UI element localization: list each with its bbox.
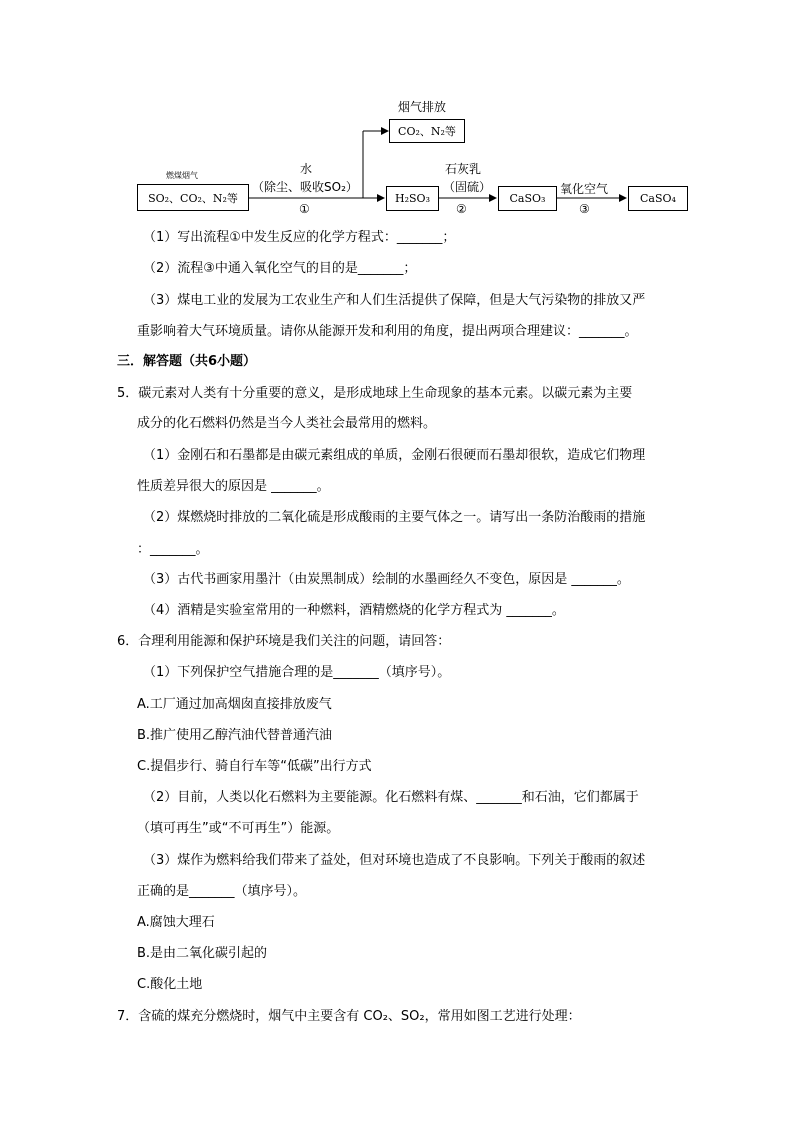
caso3-box: CaSO₃ [498,186,557,211]
step1-label: ① [299,202,310,216]
q5-line-3: （1）金刚石和石墨都是由碳元素组成的单质，金刚石很硬而石墨却很软，造成它们物理 [143,448,646,463]
q5-line-8: （4）酒精是实验室常用的一种燃料，酒精燃烧的化学方程式为 _______。 [143,603,565,618]
q4-line-1: （1）写出流程①中发生反应的化学方程式：_______； [143,230,456,245]
lime-note: （固硫） [443,180,492,194]
q6-line-8: （3）煤作为燃料给我们带来了益处，但对环境也造成了不良影响。下列关于酸雨的叙述 [143,853,646,868]
q4-line-2: （2）流程③中通入氧化空气的目的是_______； [143,261,417,276]
q5-line-2: 成分的化石燃料仍然是当今人类社会最常用的燃料。 [137,416,437,431]
q6-option-a: A.工厂通过加高烟囱直接排放废气 [137,697,332,712]
q6-line-1: 6．合理利用能源和保护环境是我们关注的问题，请回答： [117,634,451,649]
lime-label: 石灰乳 [445,162,482,176]
h2so3-box: H₂SO₃ [386,186,439,211]
step2-label: ② [456,202,467,216]
q7-line-1: 7．含硫的煤充分燃烧时，烟气中主要含有 CO₂、SO₂，常用如图工艺进行处理： [117,1009,581,1024]
water-note: （除尘、吸收SO₂） [252,180,358,194]
q5-line-1: 5．碳元素对人类有十分重要的意义，是形成地球上生命现象的基本元素。以碳元素为主要 [117,386,633,401]
q6-line-2: （1）下列保护空气措施合理的是_______（填序号）。 [143,665,451,680]
q5-line-4: 性质差异很大的原因是 _______。 [137,479,330,494]
coal-label: 燃煤烟气 [166,171,198,180]
q4-line-3: （3）煤电工业的发展为工农业生产和人们生活提供了保障，但是大气污染物的排放又严 [143,293,646,308]
q6-option-c: C.提倡步行、骑自行车等“低碳”出行方式 [137,759,372,774]
exhaust-label: 烟气排放 [398,100,447,114]
q6-line-6: （2）目前，人类以化石燃料为主要能源。化石燃料有煤、_______和石油，它们都属于 [143,790,639,805]
q5-line-6: ：_______。 [137,542,209,557]
process-flowchart [0,0,794,225]
coal-box: SO₂、CO₂、N₂等 [137,184,249,211]
water-label: 水 [300,162,313,176]
q6-option-b2: B.是由二氧化碳引起的 [137,946,268,961]
q5-line-7: （3）古代书画家用墨汁（由炭黑制成）绘制的水墨画经久不变色，原因是 _______。 [143,572,630,587]
q6-line-7: （填可再生”或“不可再生”）能源。 [137,821,340,836]
q5-line-5: （2）煤燃烧时排放的二氧化硫是形成酸雨的主要气体之一。请写出一条防治酸雨的措施 [143,510,646,525]
q6-line-9: 正确的是_______（填序号）。 [137,884,307,899]
q6-option-a2: A.腐蚀大理石 [137,915,215,930]
exhaust-box: CO₂、N₂等 [389,119,465,143]
caso4-box: CaSO₄ [628,186,688,211]
q6-option-c2: C.酸化土地 [137,977,203,992]
air-label: 氧化空气 [560,182,609,196]
q6-option-b: B.推广使用乙醇汽油代替普通汽油 [137,728,333,743]
step3-label: ③ [579,202,590,216]
section-heading: 三．解答题（共6小题） [117,354,257,369]
q4-line-4: 重影响着大气环境质量。请你从能源开发和利用的角度，提出两项合理建议：_______。 [137,324,638,339]
